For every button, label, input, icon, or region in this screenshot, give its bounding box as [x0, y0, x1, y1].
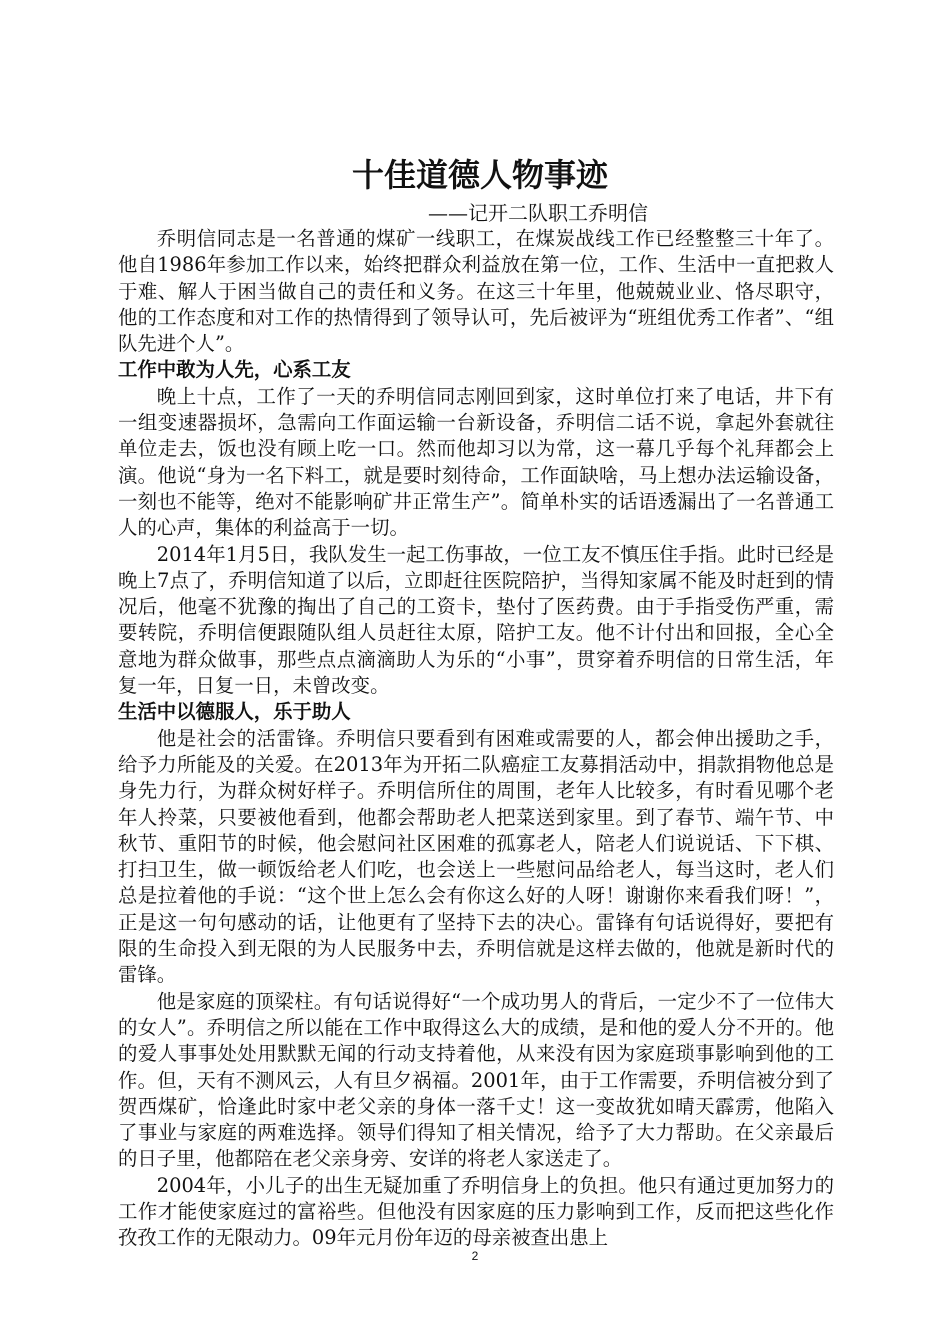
- paragraph: 晚上十点，工作了一天的乔明信同志刚回到家，这时单位打来了电话，井下有一组变速器损坏，急需向工作面运输一台新设备，乔明信二话不说，拿起外套就往单位走去，饭也没有顾上吃一口。然而他却习以为常，这一幕几乎每个礼拜都会上演。他说“身为一名下料工，就是要时刻待命，工作面缺啥，马上想办法运输设备，一刻也不能等，绝对不能影响矿井正常生产”。简单朴实的话语透漏出了一名普通工人的心声，集体的利益高于一切。: [118, 384, 834, 540]
- document-title: 十佳道德人物事迹: [351, 156, 608, 194]
- intro-paragraph: 乔明信同志是一名普通的煤矿一线职工，在煤炭战线工作已经整整三十年了。他自1986年参加工作以来，始终把群众利益放在第一位，工作、生活中一直把救人于难、解人于困当做自己的责任和义务。在这三十年里，他兢兢业业、恪尽职守，他的工作态度和对工作的热情得到了领导认可，先后被评为“班组优秀工作者”、“组队先进个人”。: [118, 227, 834, 356]
- section-heading-work: 工作中敢为人先，心系工友: [118, 358, 351, 382]
- paragraph: 他是家庭的顶梁柱。有句话说得好“一个成功男人的背后，一定少不了一位伟大的女人”。乔明信之所以能在工作中取得这么大的成绩，是和他的爱人分不开的。他的爱人事事处处用默默无闻的行动支持着他，从来没有因为家庭琐事影响到他的工作。但，天有不测风云，人有旦夕祸福。2001年，由于工作需要，乔明信被分到了贺西煤矿，恰逢此时家中老父亲的身体一落千丈！这一变故犹如晴天霹雳，他陷入了事业与家庭的两难选择。领导们得知了相关情况，给予了大力帮助。在父亲最后的日子里，他都陪在老父亲身旁、安详的将老人家送走了。: [118, 989, 834, 1171]
- page-number: 2: [471, 1249, 479, 1263]
- section-heading-life: 生活中以德服人，乐于助人: [118, 700, 351, 724]
- document-subtitle: ——记开二队职工乔明信: [428, 201, 648, 225]
- paragraph: 2014年1月5日，我队发生一起工伤事故，一位工友不慎压住手指。此时已经是晚上7点了，乔明信知道了以后，立即赶往医院陪护，当得知家属不能及时赶到的情况后，他毫不犹豫的掏出了自己的工资卡，垫付了医药费。由于手指受伤严重，需要转院，乔明信便跟随队组人员赶往太原，陪护工友。他不计付出和回报，全心全意地为群众做事，那些点点滴滴助人为乐的“小事”，贯穿着乔明信的日常生活，年复一年，日复一日，未曾改变。: [118, 542, 834, 698]
- paragraph: 他是社会的活雷锋。乔明信只要看到有困难或需要的人，都会伸出援助之手，给予力所能及的关爱。在2013年为开拓二队癌症工友募捐活动中，捐款捐物他总是身先力行，为群众树好样子。乔明信所住的周围，老年人比较多，有时看见哪个老年人拎菜，只要被他看到，他都会帮助老人把菜送到家里。到了春节、端午节、中秋节、重阳节的时候，他会慰问社区困难的孤寡老人，陪老人们说说话、下下棋、打扫卫生，做一顿饭给老人们吃，也会送上一些慰问品给老人，每当这时，老人们总是拉着他的手说：“这个世上怎么会有你这么好的人呀！谢谢你来看我们呀！”，正是这一句句感动的话，让他更有了坚持下去的决心。雷锋有句话说得好，要把有限的生命投入到无限的为人民服务中去，乔明信就是这样去做的，他就是新时代的雷锋。: [118, 726, 834, 987]
- document-page: [118, 150, 834, 1252]
- paragraph: 2004年，小儿子的出生无疑加重了乔明信身上的负担。他只有通过更加努力的工作才能使家庭过的富裕些。但他没有因家庭的压力影响到工作，反而把这些化作孜孜工作的无限动力。09年元月份年迈的母亲被查出患上: [118, 1173, 834, 1250]
